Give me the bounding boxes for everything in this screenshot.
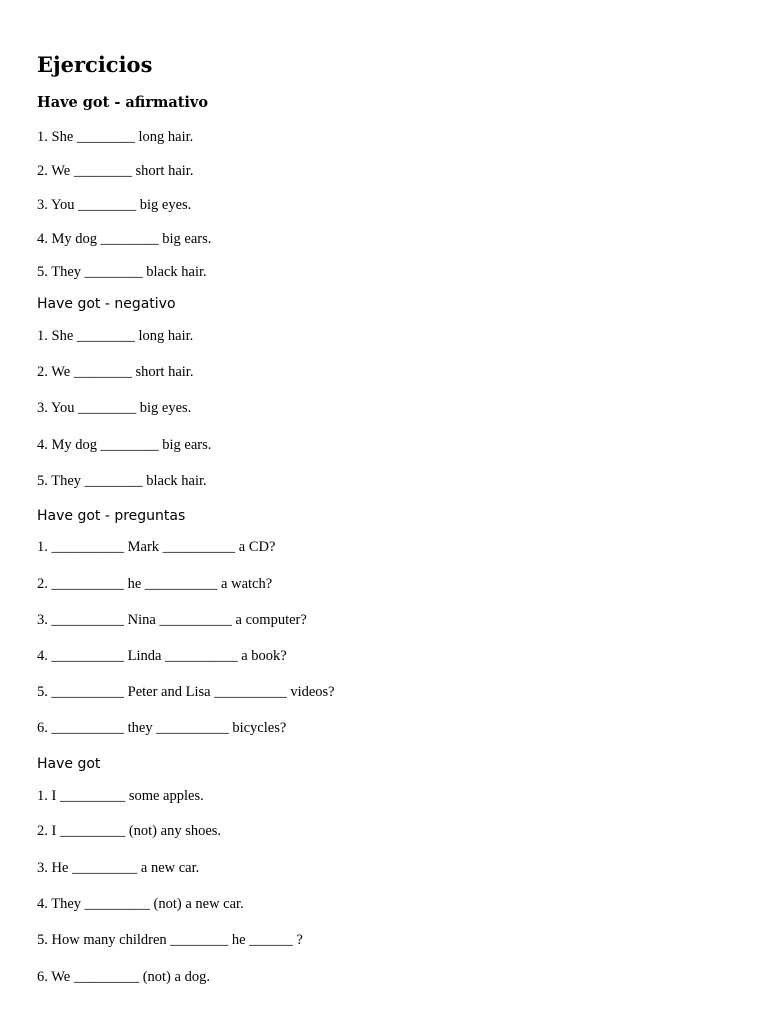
exercise-line: 3. You ________ big eyes. <box>37 197 192 213</box>
exercise-line: 4. My dog ________ big ears. <box>37 231 212 247</box>
exercise-line: 4. They _________ (not) a new car. <box>37 896 244 912</box>
exercise-line: 2. We ________ short hair. <box>37 163 194 179</box>
section-heading: Have got - preguntas <box>37 508 186 524</box>
exercise-line: 3. You ________ big eyes. <box>37 400 192 416</box>
exercise-line: 1. I _________ some apples. <box>37 788 204 804</box>
exercise-line: 5. __________ Peter and Lisa __________ videos? <box>37 684 335 700</box>
exercise-line: 5. They ________ black hair. <box>37 264 207 280</box>
section-heading: Have got - negativo <box>37 296 176 312</box>
exercise-line: 2. I _________ (not) any shoes. <box>37 823 222 839</box>
exercise-line: 5. They ________ black hair. <box>37 473 207 489</box>
page-title: Ejercicios <box>37 52 153 77</box>
exercise-line: 4. __________ Linda __________ a book? <box>37 648 287 664</box>
exercise-line: 3. He _________ a new car. <box>37 860 200 876</box>
exercise-line: 6. __________ they __________ bicycles? <box>37 720 287 736</box>
exercise-line: 2. We ________ short hair. <box>37 364 194 380</box>
exercise-line: 3. __________ Nina __________ a computer? <box>37 612 307 628</box>
exercise-line: 2. __________ he __________ a watch? <box>37 576 273 592</box>
section-heading: Have got - afirmativo <box>37 94 209 111</box>
exercise-line: 6. We _________ (not) a dog. <box>37 969 210 985</box>
exercise-line: 1. __________ Mark __________ a CD? <box>37 539 276 555</box>
exercise-line: 1. She ________ long hair. <box>37 129 194 145</box>
section-heading: Have got <box>37 756 101 772</box>
exercise-line: 4. My dog ________ big ears. <box>37 437 212 453</box>
exercise-line: 5. How many children ________ he ______ ? <box>37 932 303 948</box>
exercise-line: 1. She ________ long hair. <box>37 328 194 344</box>
